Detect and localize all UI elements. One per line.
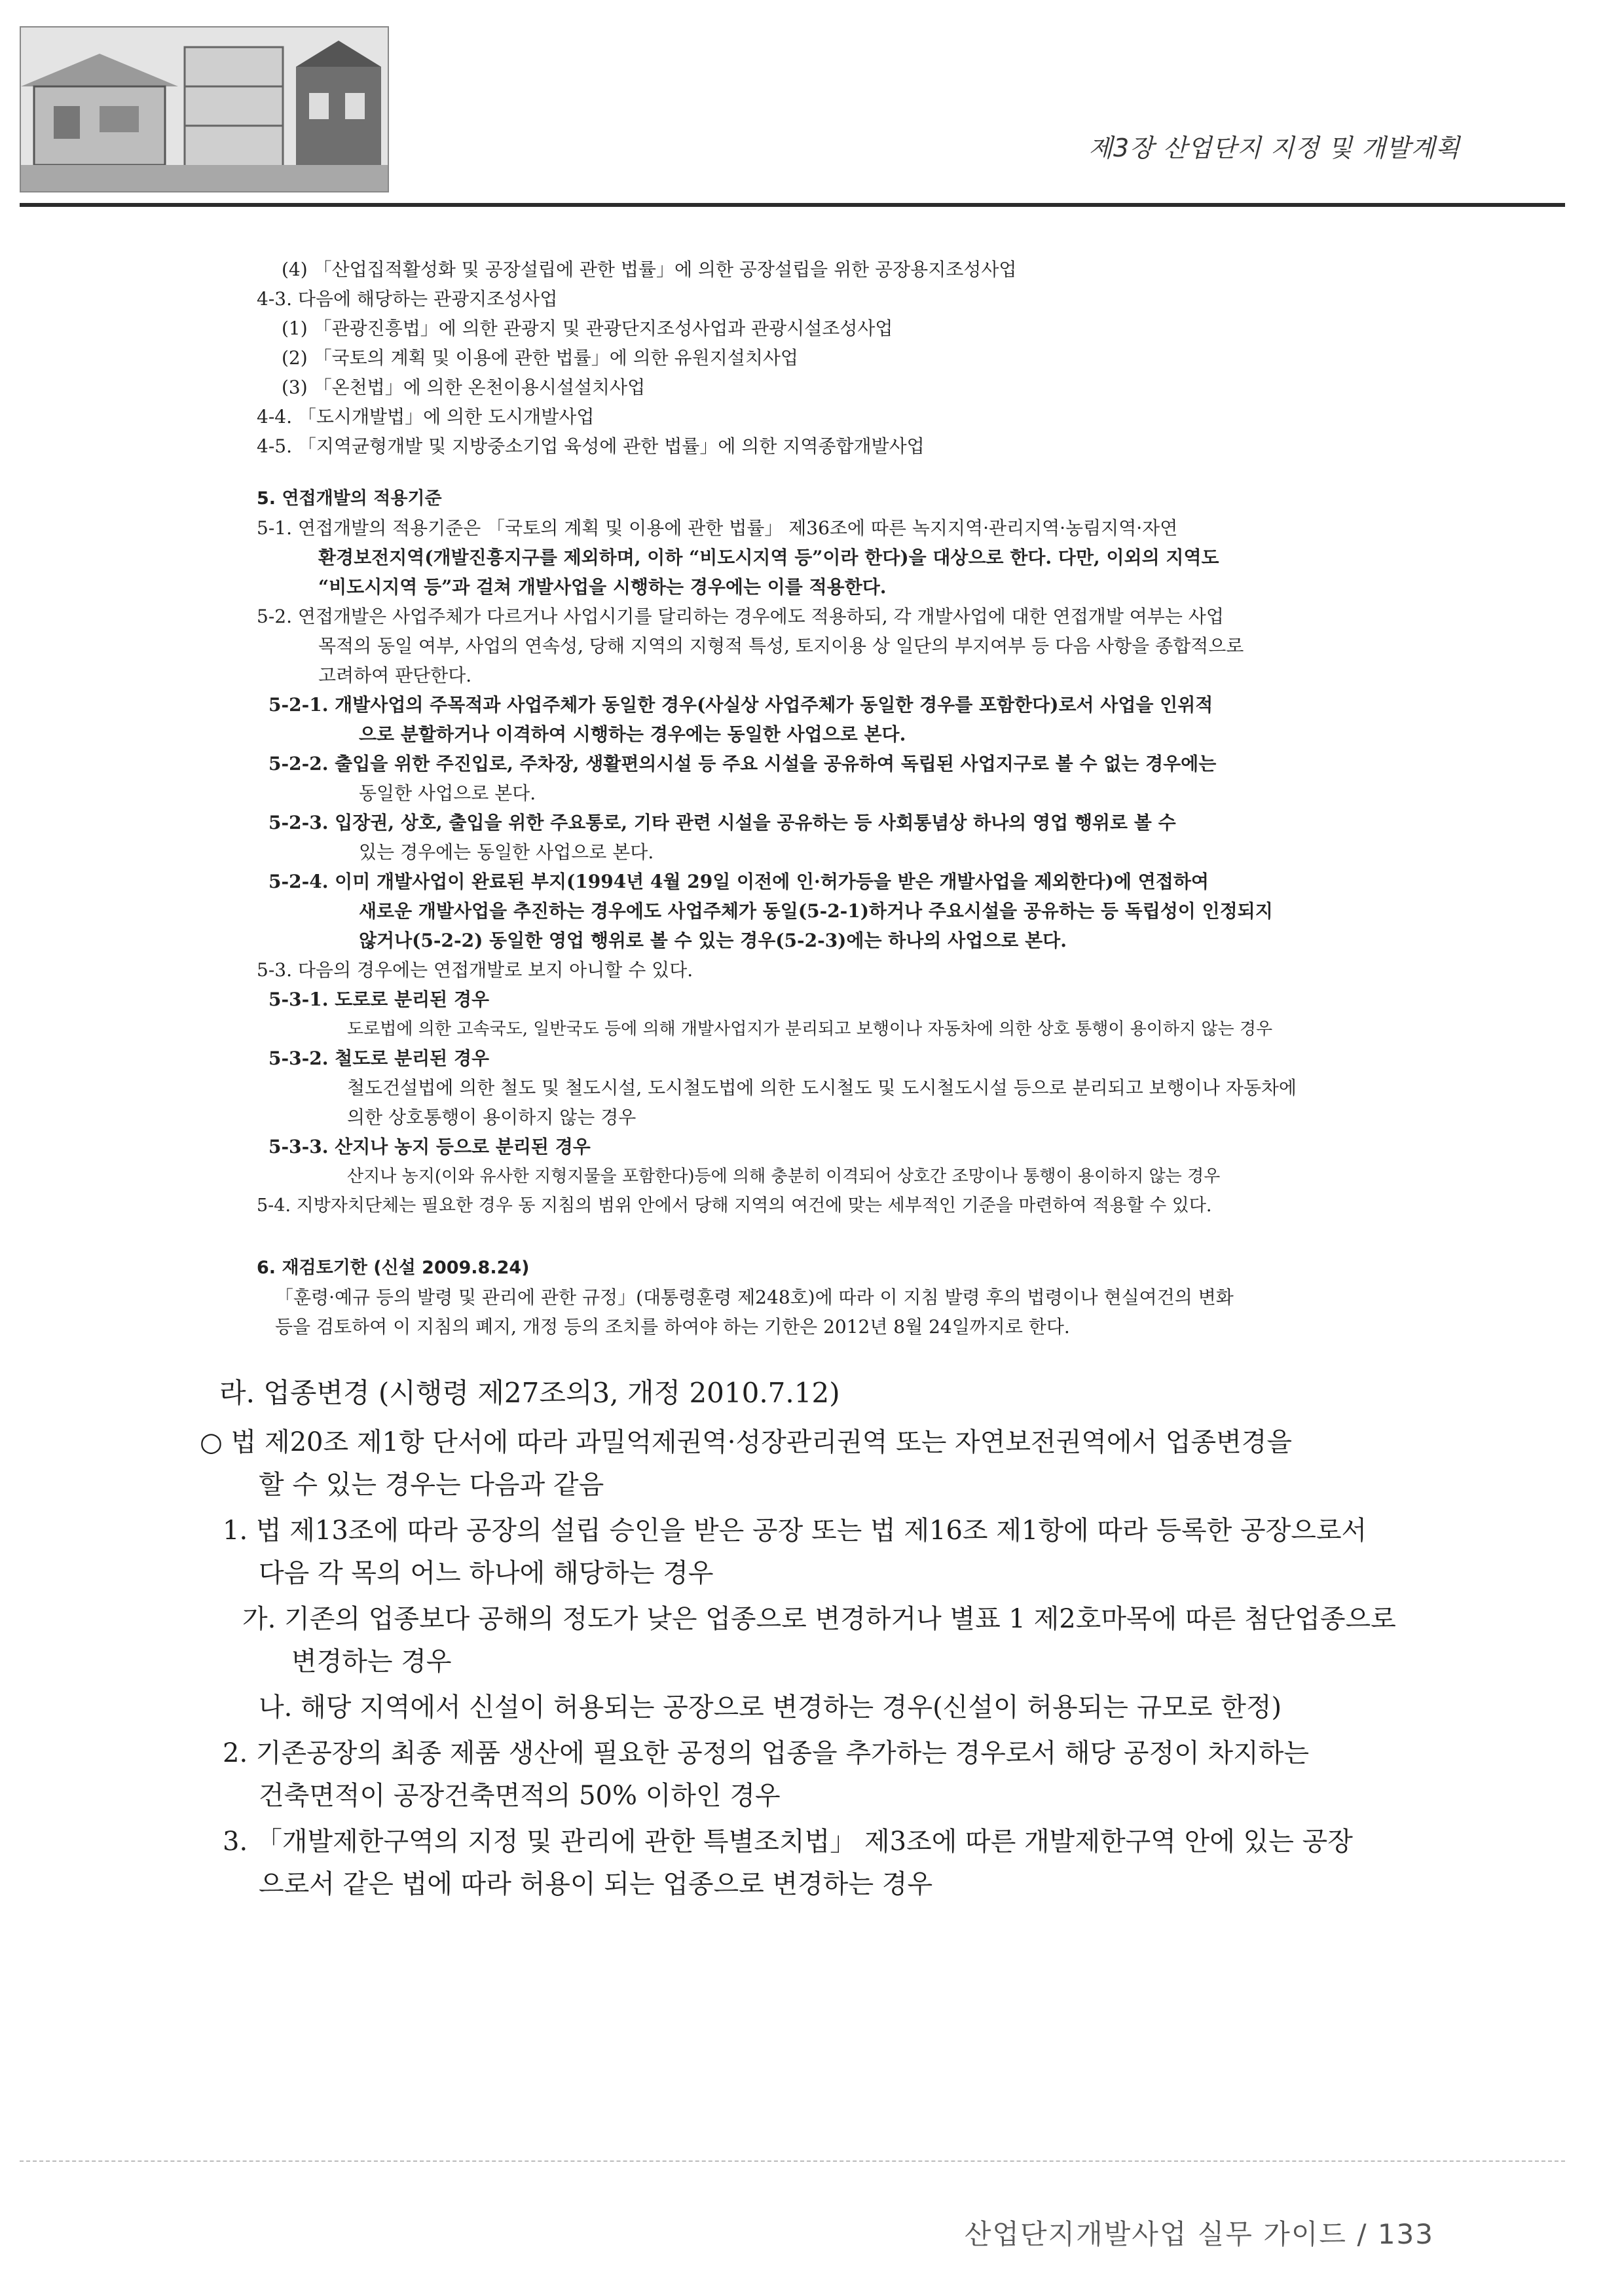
list-item: 4-5. 「지역균형개발 및 지방중소기업 육성에 관한 법률」에 의한 지역종합개발사업 [257,435,925,457]
list-item: 4-3. 다음에 해당하는 관광지조성사업 [257,288,558,310]
list-item: (3) 「온천법」에 의한 온천이용시설설치사업 [282,376,646,398]
page-footer: 산업단지개발사업 실무 가이드 / 133 [964,2218,1434,2250]
text-line: 할 수 있는 경우는 다음과 같음 [259,1470,604,1500]
building-illustration-icon [21,27,388,191]
text-line: 5-3-2. 철도로 분리된 경우 [268,1048,490,1069]
text-line: 않거나(5-2-2) 동일한 영업 행위로 볼 수 있는 경우(5-2-3)에는 하나의 사업으로 본다. [359,930,1067,951]
text-line: ○ 법 제20조 제1항 단서에 따라 과밀억제권역·성장관리권역 또는 자연보전권역에서 업종변경을 [200,1427,1293,1457]
text-line: 철도건설법에 의한 철도 및 철도시설, 도시철도법에 의한 도시철도 및 도시철도시설 등으로 분리되고 보행이나 자동차에 [347,1077,1297,1099]
list-item: (2) 「국토의 계획 및 이용에 관한 법률」에 의한 유원지설치사업 [282,347,798,369]
text-line: 환경보전지역(개발진흥지구를 제외하며, 이하 “비도시지역 등”이라 한다)을 대상으로 한다. 다만, 이외의 지역도 [318,547,1219,568]
text-line: 2. 기존공장의 최종 제품 생산에 필요한 공정의 업종을 추가하는 경우로서 해당 공정이 차지하는 [223,1738,1310,1768]
text-line: 변경하는 경우 [291,1647,452,1677]
text-line: 있는 경우에는 동일한 사업으로 본다. [359,841,654,863]
text-line: 「훈령·예규 등의 발령 및 관리에 관한 규정」(대통령훈령 제248호)에 따라 이 지침 발령 후의 법령이나 현실여건의 변화 [275,1286,1234,1308]
section-5-title: 5. 연접개발의 적용기준 [257,488,442,509]
text-line: 으로 분할하거나 이격하여 시행하는 경우에는 동일한 사업으로 본다. [359,723,906,745]
text-line: 5-1. 연접개발의 적용기준은 「국토의 계획 및 이용에 관한 법률」 제36조에 따른 녹지지역·관리지역·농림지역·자연 [257,517,1178,539]
text-line: 5-2-4. 이미 개발사업이 완료된 부지(1994년 4월 29일 이전에 인·허가등을 받은 개발사업을 제외한다)에 연접하여 [268,871,1209,892]
text-line: 의한 상호통행이 용이하지 않는 경우 [347,1106,637,1128]
text-line: 5-2-3. 입장권, 상호, 출입을 위한 주요통로, 기타 관련 시설을 공유하는 등 사회통념상 하나의 영업 행위로 볼 수 [268,812,1176,833]
text-line: 5-3-3. 산지나 농지 등으로 분리된 경우 [268,1136,591,1157]
footer-divider [20,2160,1565,2162]
text-line: 산지나 농지(이와 유사한 지형지물을 포함한다)등에 의해 충분히 이격되어 상호간 조망이나 통행이 용이하지 않는 경우 [347,1167,1221,1186]
header-divider [20,203,1565,207]
section-6-title: 6. 재검토기한 (신설 2009.8.24) [257,1258,530,1278]
text-line: 도로법에 의한 고속국도, 일반국도 등에 의해 개발사업지가 분리되고 보행이나 자동차에 의한 상호 통행이 용이하지 않는 경우 [347,1019,1273,1039]
text-line: 5-2-2. 출입을 위한 주진입로, 주차장, 생활편의시설 등 주요 시설을 공유하여 독립된 사업지구로 볼 수 없는 경우에는 [268,753,1217,774]
text-line: 새로운 개발사업을 추진하는 경우에도 사업주체가 동일(5-2-1)하거나 주요시설을 공유하는 등 독립성이 인정되지 [359,900,1273,922]
text-line: 다음 각 목의 어느 하나에 해당하는 경우 [259,1558,714,1588]
text-line: 5-3-1. 도로로 분리된 경우 [268,989,490,1010]
text-line: 동일한 사업으로 본다. [359,782,536,804]
text-line: 3. 「개발제한구역의 지정 및 관리에 관한 특별조치법」 제3조에 따른 개발제한구역 안에 있는 공장 [223,1827,1353,1857]
text-line: 5-4. 지방자치단체는 필요한 경우 동 지침의 범위 안에서 당해 지역의 여건에 맞는 세부적인 기준을 마련하여 적용할 수 있다. [257,1195,1212,1216]
text-line: 나. 해당 지역에서 신설이 허용되는 공장으로 변경하는 경우(신설이 허용되는 규모로 한정) [259,1692,1282,1722]
heading-business-change: 라. 업종변경 (시행령 제27조의3, 개정 2010.7.12) [219,1377,840,1409]
text-line: 5-3. 다음의 경우에는 연접개발로 보지 아니할 수 있다. [257,959,693,981]
text-line: 5-2. 연접개발은 사업주체가 다르거나 사업시기를 달리하는 경우에도 적용하되, 각 개발사업에 대한 연접개발 여부는 사업 [257,606,1224,627]
list-item: 4-4. 「도시개발법」에 의한 도시개발사업 [257,406,595,428]
chapter-title: 제3장 산업단지 지정 및 개발계획 [1088,134,1460,162]
text-line: 가. 기존의 업종보다 공해의 정도가 낮은 업종으로 변경하거나 별표 1 제2호마목에 따른 첨단업종으로 [242,1604,1396,1634]
text-line: 1. 법 제13조에 따라 공장의 설립 승인을 받은 공장 또는 법 제16조 제1항에 따라 등록한 공장으로서 [223,1516,1367,1546]
header-photo-collage [20,26,389,192]
text-line: 5-2-1. 개발사업의 주목적과 사업주체가 동일한 경우(사실상 사업주체가 동일한 경우를 포함한다)로서 사업을 인위적 [268,694,1213,716]
text-line: 건축면적이 공장건축면적의 50% 이하인 경우 [259,1781,781,1811]
text-line: 고려하여 판단한다. [318,665,472,686]
list-item: (4) 「산업집적활성화 및 공장설립에 관한 법률」에 의한 공장설립을 위한 공장용지조성사업 [282,259,1017,280]
text-line: “비도시지역 등”과 걸쳐 개발사업을 시행하는 경우에는 이를 적용한다. [318,576,887,598]
text-line: 목적의 동일 여부, 사업의 연속성, 당해 지역의 지형적 특성, 토지이용 상 일단의 부지여부 등 다음 사항을 종합적으로 [318,635,1244,657]
list-item: (1) 「관광진흥법」에 의한 관광지 및 관광단지조성사업과 관광시설조성사업 [282,318,893,339]
text-line: 등을 검토하여 이 지침의 폐지, 개정 등의 조치를 하여야 하는 기한은 2012년 8월 24일까지로 한다. [275,1316,1070,1338]
text-line: 으로서 같은 법에 따라 허용이 되는 업종으로 변경하는 경우 [259,1869,933,1899]
